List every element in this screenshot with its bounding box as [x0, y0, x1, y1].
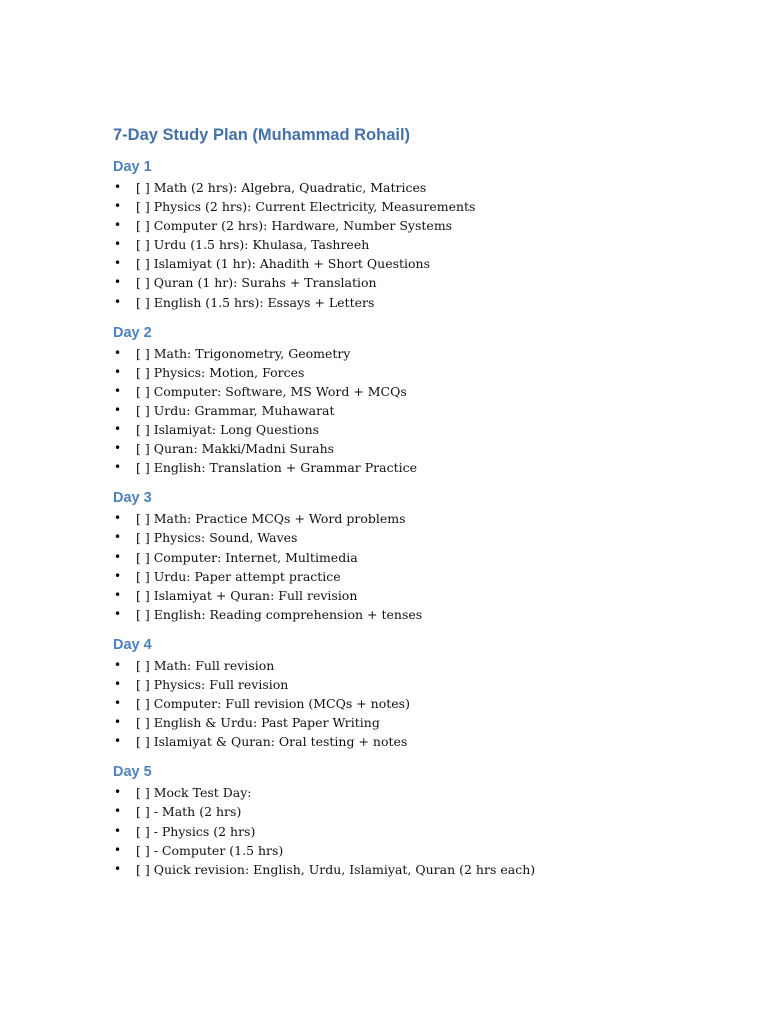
task-text: [ ] Computer (2 hrs): Hardware, Number Systems: [136, 218, 453, 234]
bullet-icon: •: [114, 294, 122, 309]
bullet-icon: •: [114, 422, 122, 437]
day-5-task-list: [113, 783, 708, 878]
list-item: [113, 586, 708, 605]
task-text: [ ] English: Reading comprehension + tenses: [136, 606, 423, 622]
list-item: [113, 363, 708, 382]
list-item: [113, 567, 708, 586]
bullet-icon: •: [114, 530, 122, 545]
bullet-icon: •: [114, 587, 122, 602]
task-text: [ ] Math (2 hrs): Algebra, Quadratic, Matrices: [136, 180, 427, 195]
day-3-heading: Day 3: [113, 490, 152, 507]
task-text: [ ] - Physics (2 hrs): [136, 823, 256, 839]
list-item: [113, 382, 708, 401]
task-text: [ ] English (1.5 hrs): Essays + Letters: [136, 294, 375, 310]
day-2-task-list: [113, 344, 708, 478]
bullet-icon: •: [114, 199, 122, 214]
list-item: [113, 439, 708, 458]
task-text: [ ] Physics: Full revision: [136, 676, 289, 692]
bullet-icon: •: [114, 823, 122, 838]
list-item: [113, 293, 708, 312]
task-text: [ ] English & Urdu: Past Paper Writing: [136, 715, 380, 731]
list-item: [113, 656, 708, 675]
bullet-icon: •: [114, 606, 122, 621]
day-1-task-list: [113, 178, 708, 312]
day-2-section: [113, 324, 708, 478]
task-text: [ ] Islamiyat + Quran: Full revision: [136, 587, 358, 603]
task-text: [ ] English: Translation + Grammar Practice: [136, 460, 417, 476]
list-item: [113, 197, 708, 216]
document-title: 7-Day Study Plan (Muhammad Rohail): [113, 126, 411, 144]
task-text: [ ] Math: Trigonometry, Geometry: [136, 345, 351, 361]
list-item: [113, 528, 708, 547]
task-text: [ ] Islamiyat & Quran: Oral testing + notes: [136, 734, 408, 750]
task-text: [ ] Math: Full revision: [136, 657, 275, 673]
task-text: [ ] Physics (2 hrs): Current Electricity, Measurements: [136, 199, 476, 215]
bullet-icon: •: [114, 364, 122, 379]
bullet-icon: •: [114, 345, 122, 360]
task-text: [ ] - Math (2 hrs): [136, 804, 242, 820]
list-item: [113, 401, 708, 420]
list-item: [113, 178, 708, 197]
list-item: [113, 822, 708, 841]
bullet-icon: •: [114, 696, 122, 711]
day-5-section: [113, 763, 708, 878]
task-text: [ ] Islamiyat: Long Questions: [136, 422, 320, 438]
bullet-icon: •: [114, 734, 122, 749]
list-item: [113, 694, 708, 713]
list-item: [113, 235, 708, 254]
bullet-icon: •: [114, 218, 122, 233]
bullet-icon: •: [114, 511, 122, 526]
task-text: [ ] Islamiyat (1 hr): Ahadith + Short Questions: [136, 256, 431, 272]
bullet-icon: •: [114, 804, 122, 819]
task-text: [ ] Physics: Sound, Waves: [136, 530, 298, 546]
bullet-icon: •: [114, 568, 122, 583]
day-3-task-list: [113, 509, 708, 624]
task-text: [ ] Quick revision: English, Urdu, Islamiyat, Quran (2 hrs each): [136, 861, 536, 877]
list-item: [113, 860, 708, 879]
task-text: [ ] Computer: Internet, Multimedia: [136, 549, 358, 565]
bullet-icon: •: [114, 861, 122, 876]
list-item: [113, 216, 708, 235]
bullet-icon: •: [114, 460, 122, 475]
bullet-icon: •: [114, 180, 122, 194]
day-5-heading: Day 5: [113, 764, 152, 781]
bullet-icon: •: [114, 383, 122, 398]
bullet-icon: •: [114, 275, 122, 290]
bullet-icon: •: [114, 256, 122, 271]
list-item: [113, 713, 708, 732]
bullet-icon: •: [114, 842, 122, 857]
task-text: [ ] Computer: Software, MS Word + MCQs: [136, 383, 407, 399]
list-item: [113, 605, 708, 624]
day-2-heading: Day 2: [113, 324, 152, 341]
task-text: [ ] Urdu: Grammar, Muhawarat: [136, 402, 335, 418]
task-text: [ ] Physics: Motion, Forces: [136, 364, 305, 380]
day-4-section: [113, 636, 708, 751]
list-item: [113, 458, 708, 477]
list-item: [113, 509, 708, 528]
list-item: [113, 254, 708, 273]
bullet-icon: •: [114, 402, 122, 417]
bullet-icon: •: [114, 785, 122, 800]
day-3-section: [113, 489, 708, 624]
list-item: [113, 420, 708, 439]
bullet-icon: •: [114, 441, 122, 456]
list-item: [113, 675, 708, 694]
list-item: [113, 783, 708, 802]
list-item: [113, 344, 708, 363]
task-text: [ ] Urdu (1.5 hrs): Khulasa, Tashreeh: [136, 237, 370, 253]
task-text: [ ] Computer: Full revision (MCQs + notes): [136, 696, 410, 712]
task-text: [ ] Mock Test Day:: [136, 785, 252, 801]
day-1-heading: Day 1: [113, 159, 152, 175]
list-item: [113, 273, 708, 292]
day-1-section: [113, 158, 708, 312]
list-item: [113, 732, 708, 751]
bullet-icon: •: [114, 715, 122, 730]
task-text: [ ] Quran: Makki/Madni Surahs: [136, 441, 335, 457]
bullet-icon: •: [114, 676, 122, 691]
list-item: [113, 841, 708, 860]
bullet-icon: •: [114, 657, 122, 672]
list-item: [113, 802, 708, 821]
task-text: [ ] Urdu: Paper attempt practice: [136, 568, 341, 584]
bullet-icon: •: [114, 549, 122, 564]
day-4-heading: Day 4: [113, 636, 152, 653]
task-text: [ ] Quran (1 hr): Surahs + Translation: [136, 275, 377, 291]
task-text: [ ] Math: Practice MCQs + Word problems: [136, 511, 406, 527]
day-4-task-list: [113, 656, 708, 751]
bullet-icon: •: [114, 237, 122, 252]
task-text: [ ] - Computer (1.5 hrs): [136, 842, 284, 858]
list-item: [113, 548, 708, 567]
